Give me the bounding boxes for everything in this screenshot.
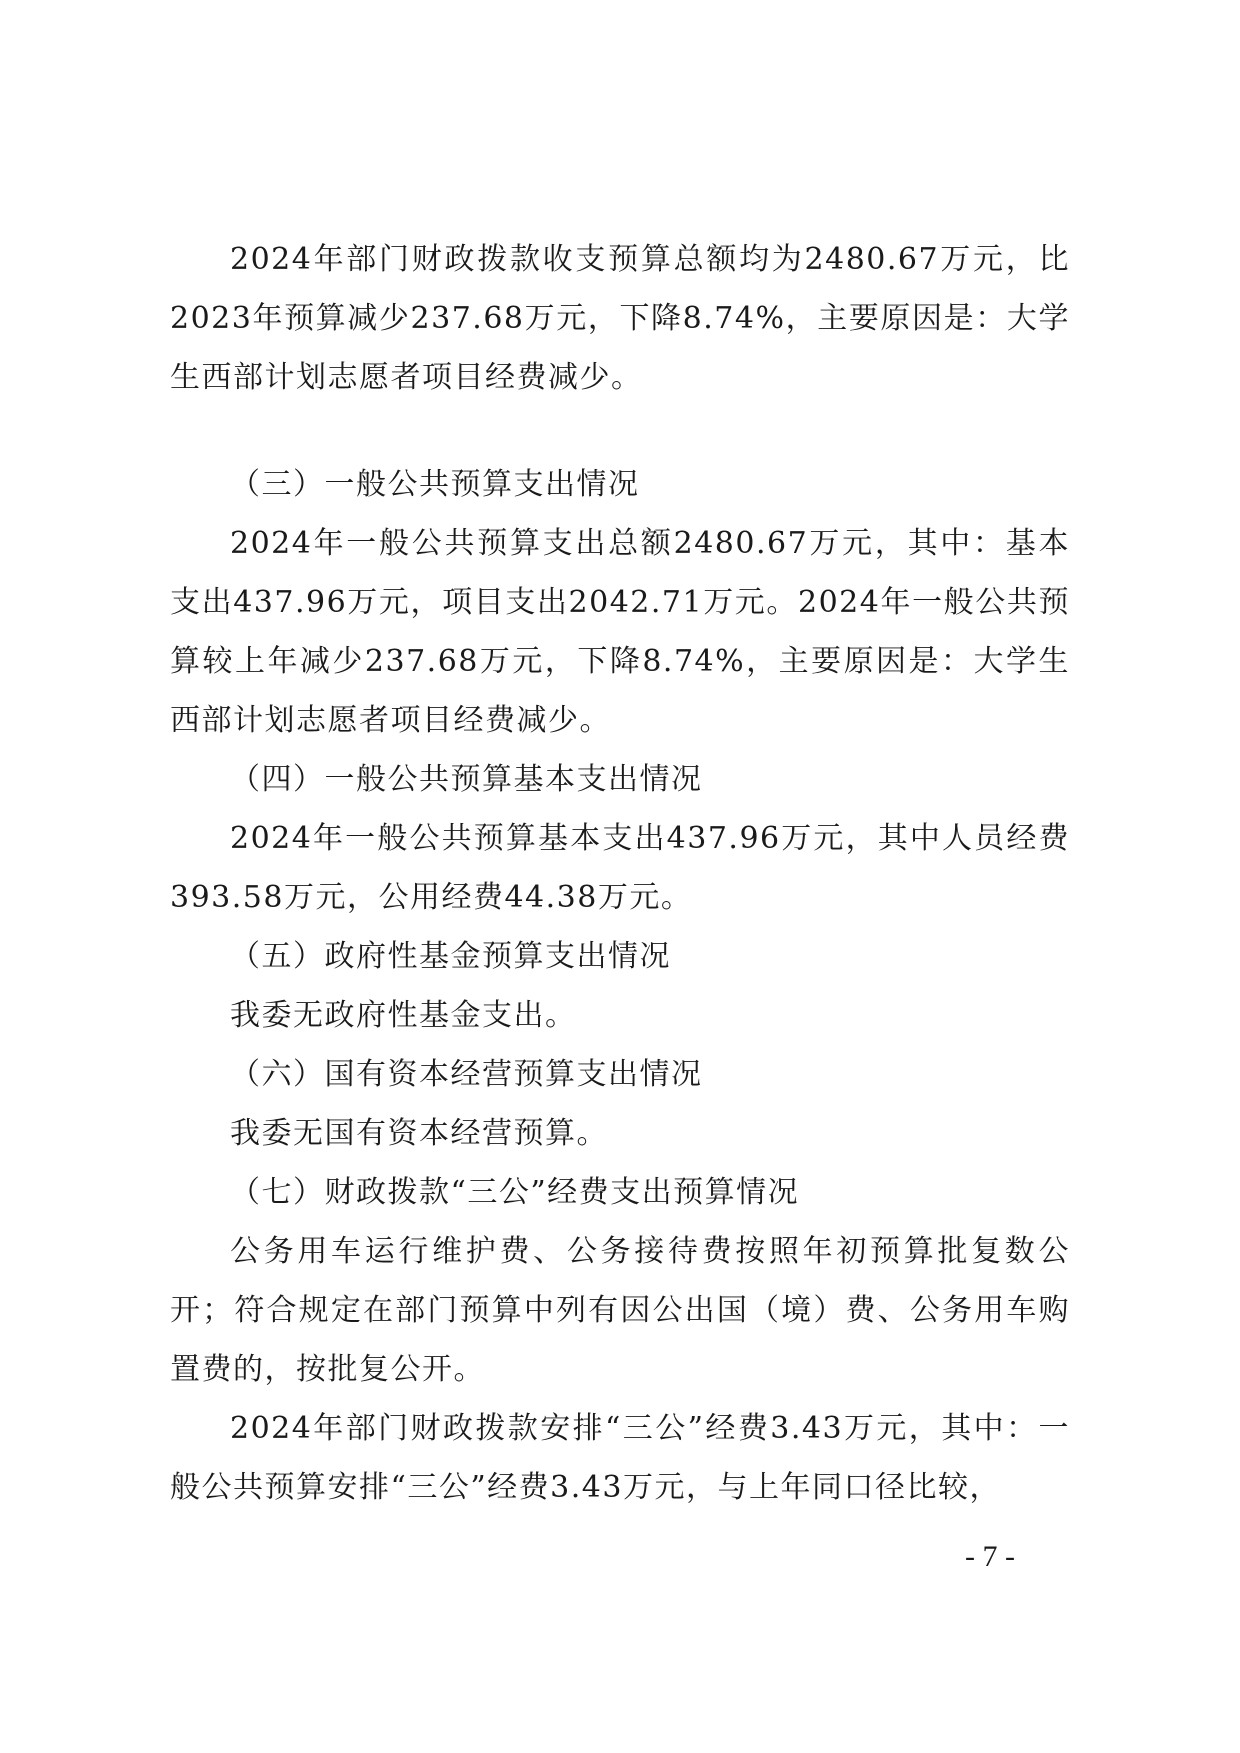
page-number: - 7 -	[965, 1540, 1015, 1573]
paragraph-budget-total: 2024年部门财政拨款收支预算总额均为2480.67万元，比2023年预算减少237.68万元，下降8.74%，主要原因是：大学生西部计划志愿者项目经费减少。	[170, 242, 1070, 395]
heading-section-3: （三）一般公共预算支出情况	[230, 467, 640, 502]
document-body	[170, 230, 1070, 1517]
paragraph-section-6: 我委无国有资本经营预算。	[230, 1116, 608, 1151]
heading-section-5: （五）政府性基金预算支出情况	[230, 939, 671, 974]
paragraph-section-3: 2024年一般公共预算支出总额2480.67万元，其中：基本支出437.96万元，项目支出2042.71万元。2024年一般公共预算较上年减少237.68万元，下降8.74%，主要原因是：大学生西部计划志愿者项目经费减少。	[170, 526, 1070, 738]
heading-section-7: （七）财政拨款“三公”经费支出预算情况	[230, 1175, 800, 1210]
heading-section-4: （四）一般公共预算基本支出情况	[230, 762, 703, 797]
paragraph-section-4: 2024年一般公共预算基本支出437.96万元，其中人员经费393.58万元，公用经费44.38万元。	[170, 821, 1070, 915]
paragraph-section-7-amount: 2024年部门财政拨款安排“三公”经费3.43万元，其中：一般公共预算安排“三公”经费3.43万元，与上年同口径比较，	[170, 1411, 1070, 1505]
heading-section-6: （六）国有资本经营预算支出情况	[230, 1057, 703, 1092]
paragraph-section-5: 我委无政府性基金支出。	[230, 998, 577, 1033]
paragraph-section-7-disclosure: 公务用车运行维护费、公务接待费按照年初预算批复数公开；符合规定在部门预算中列有因公出国（境）费、公务用车购置费的，按批复公开。	[170, 1234, 1070, 1387]
